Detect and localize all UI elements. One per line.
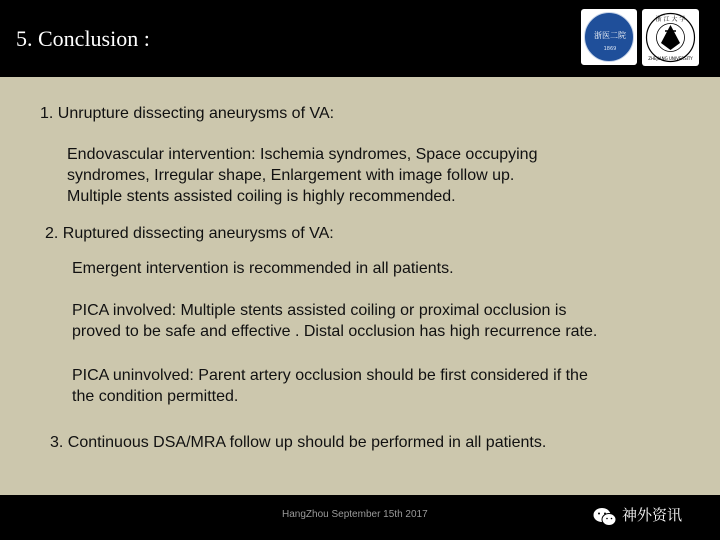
hospital-logo (581, 9, 637, 65)
svg-text:浙 江 大 学: 浙 江 大 学 (655, 16, 686, 23)
item-2-paragraph-3-line-2: the condition permitted. (72, 388, 239, 405)
footer-date: HangZhou September 15th 2017 (282, 509, 428, 520)
item-2-paragraph-3-line-1: PICA uninvolved: Parent artery occlusion should be first considered if the (72, 367, 588, 384)
wechat-icon (593, 507, 617, 527)
item-2-heading: 2. Ruptured dissecting aneurysms of VA: (45, 225, 334, 242)
footer-bar (0, 495, 720, 540)
university-seal-icon (642, 9, 699, 66)
item-1-line-1: Endovascular intervention: Ischemia syndromes, Space occupying (67, 146, 538, 163)
item-1-line-2: syndromes, Irregular shape, Enlargement with image follow up. (67, 167, 515, 184)
hospital-seal-icon: 浙医二院 1869 (584, 12, 634, 62)
item-2-paragraph-2-line-1: PICA involved: Multiple stents assisted coiling or proximal occlusion is (72, 302, 567, 319)
item-1-line-3: Multiple stents assisted coiling is highly recommended. (67, 188, 456, 205)
header-bar (0, 0, 720, 77)
slide-body (0, 77, 720, 495)
item-1-heading: 1. Unrupture dissecting aneurysms of VA: (40, 105, 335, 122)
wechat-account-name: 神外资讯 (622, 506, 683, 524)
item-2-paragraph-2-line-2: proved to be safe and effective . Distal occlusion has high recurrence rate. (72, 323, 598, 340)
slide-title: 5. Conclusion : (16, 26, 150, 51)
svg-text:ZHEJIANG UNIVERSITY: ZHEJIANG UNIVERSITY (648, 56, 693, 61)
university-logo (642, 9, 699, 66)
item-2-paragraph-1: Emergent intervention is recommended in all patients. (72, 260, 454, 277)
item-3-heading: 3. Continuous DSA/MRA follow up should be performed in all patients. (50, 434, 547, 451)
